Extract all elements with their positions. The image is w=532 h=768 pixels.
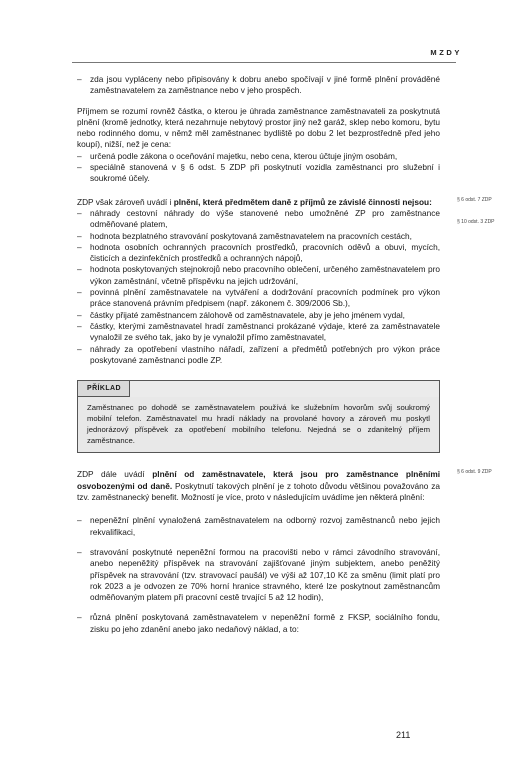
list-item: – částky, kterými zaměstnavatel hradí zaměstnanci prokázané výdaje, které za zaměstnavatele vynaložil ze svého tak, jako by je vynaložil přímo zaměstnavatel, [77, 321, 440, 344]
list-item: – hodnota poskytovaných stejnokrojů nebo pracovního oblečení, určeného zaměstnavatelem pro výkon zaměstnání, včetně příspěvku na jejich udržování, [77, 264, 440, 287]
lead-text: ZDP dále uvádí [77, 469, 153, 480]
income-paragraph: Příjmem se rozumí rovněž částka, o kterou je úhrada zaměstnance zaměstnavateli za poskytnutá plnění (kromě jednotky, která nezahrnuje nebytový prostor jiný než garáž, sklep nebo komoru, bytu nebo rodinného domu, v němž měl zaměstnanec bydliště po dobu 2 let bezprostředně před jeho koupí), nižší, než je cena: [77, 105, 440, 150]
list-item: – hodnota osobních ochranných pracovních prostředků, pracovních oděvů a obuvi, mycích, čisticích a dezinfekčních prostředků a ochranných nápojů, [77, 242, 440, 265]
not-subject-list [77, 208, 440, 366]
list-item: – určená podle zákona o oceňování majetku, nebo cena, kterou účtuje jiným osobám, [77, 151, 440, 162]
not-subject-lead [77, 197, 440, 208]
lead-bold-text: plnění, která předmětem daně z příjmů ze závislé činnosti nejsou: [173, 196, 432, 207]
price-list [77, 151, 440, 185]
list-item: – povinná plnění zaměstnavatele na vytváření a dodržování pracovních podmínek pro výkon práce stanovená právním předpisem (např. zákonem č. 309/2006 Sb.), [77, 287, 440, 310]
example-text: Zaměstnanec po dohodě se zaměstnavatelem používá ke služebním hovorům svůj soukromý mobilní telefon. Zaměstnavatel mu hradí náklady na provolané hovory a zároveň mu poskytl jednorázový příspěvek za opotřebení mobilního telefonu. Nejedná se o zdanitelný příjem zaměstnance. [78, 397, 439, 452]
exempt-lead [77, 469, 440, 503]
header-rule [72, 62, 456, 63]
list-item: – stravování poskytnuté nepeněžní formou na pracovišti nebo v rámci závodního stravování, anebo nepeněžitý příspěvek na stravování zajišťované jiným subjektem, anebo peněžitý příspěvek na stravování (tzv. stravovací paušál) ve výši až 107,10 Kč za směnu (limit platí pro rok 2023 a je odvozen ze 70% horní hranice stravného, které lze poskytnout zaměstnancům odměňovaným platem při pracovní cestě trvající 5 až 12 hodin), [77, 547, 440, 603]
list-item: – různá plnění poskytovaná zaměstnavatelem v nepeněžní formě z FKSP, sociálního fondu, zisku po jeho zdanění anebo jako nedaňový náklad, a to: [77, 612, 440, 635]
margin-note-law-ref: § 6 odst. 7 ZDP [457, 196, 492, 203]
lead-rest-text: Poskytnutí takových plnění je z tohoto důvodu většinou považováno za tzv. zaměstnanecký benefit. Možností je více, proto v následujícím uvádíme jen některá plnění: [77, 480, 440, 503]
list-item: – hodnota bezplatného stravování poskytovaná zaměstnavatelem na pracovních cestách, [77, 231, 440, 242]
section-header: MZDY [430, 48, 462, 57]
not-subject-section [77, 196, 495, 366]
exempt-list [77, 515, 440, 635]
list-item: – speciálně stanovená v § 6 odst. 5 ZDP při poskytnutí vozidla zaměstnanci pro služební i soukromé účely. [77, 162, 440, 185]
margin-note-law-ref: § 10 odst. 3 ZDP [457, 218, 495, 225]
example-label: PŘÍKLAD [78, 381, 130, 397]
list-item: – zda jsou vypláceny nebo připisovány k dobru anebo spočívají v jiné formě plnění prováděné zaměstnavatelem za zaměstnance nebo v jeho prospěch. [77, 74, 440, 97]
list-item: – částky přijaté zaměstnancem zálohově od zaměstnavatele, aby je jeho jménem vydal, [77, 310, 440, 321]
exempt-section [77, 469, 492, 635]
margin-note-law-ref: § 6 odst. 9 ZDP [457, 469, 492, 476]
list-item: – náhrady cestovní náhrady do výše stanovené nebo umožněné ZP pro zaměstnance odměňované platem, [77, 208, 440, 231]
lead-bold-text: plnění od zaměstnavatele, která jsou pro zaměstnance plněními osvobozenými od daně. [77, 469, 441, 491]
list-item: – náhrady za opotřebení vlastního nářadí, zařízení a předmětů potřebných pro výkon práce poskytované zaměstnanci podle ZP. [77, 344, 440, 367]
example-box [77, 380, 440, 453]
page-number: 211 [396, 730, 411, 740]
lead-text: ZDP však zároveň uvádí i [77, 196, 174, 207]
list-item: – nepeněžní plnění vynaložená zaměstnavatelem na odborný rozvoj zaměstnanců nebo jejich rekvalifikaci, [77, 515, 440, 538]
intro-list [77, 74, 440, 97]
page-content [77, 74, 495, 644]
